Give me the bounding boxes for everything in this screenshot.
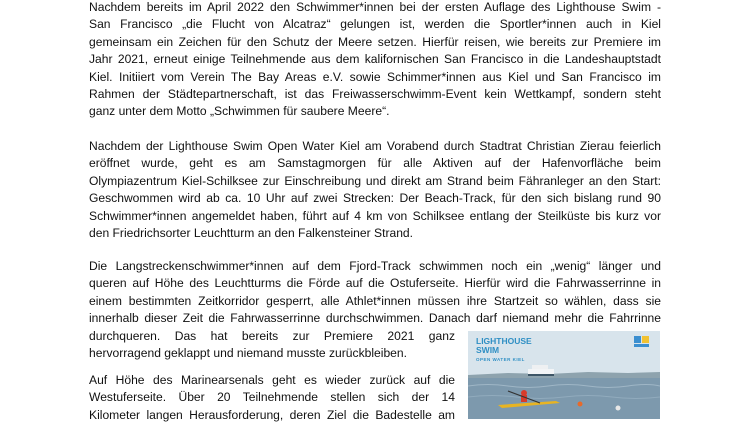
paragraph-intro <box>89 0 661 121</box>
text-line: Auf Höhe des Marinearsenals geht es wieder zurück auf die <box>89 373 455 387</box>
text-line: ganz unter dem Motto „Schwimmen für saubere Meere“. <box>89 104 390 119</box>
text-line: Jahr 2021, erneut einige Teilnehmende aus dem kalifornischen San Francisco in die Landeshauptstadt <box>89 52 661 67</box>
text-line: innerhalb dieser Zeit die Fahrwasserrinne durchschwimmen. Danach darf niemand mehr die Fahrrinne <box>89 311 661 326</box>
text-line: Schwimmer*innen angemeldet haben, führt auf 4 km von Schilksee entlang der Steilküste bis kurz vor <box>89 208 661 223</box>
text-line: einem bestimmten Zeitkorridor gesperrt, alle Athlet*innen müssen ihre Startzeit so wählen, dass sie <box>89 293 661 308</box>
text-line: Geschwommen wird ab ca. 10 Uhr auf zwei Strecken: Der Beach-Track, für den sich bislang rund 90 <box>89 191 661 206</box>
text-line: Die Langstreckenschwimmer*innen auf dem Fjord-Track schwimmen noch ein „wenig“ länger und <box>89 259 661 273</box>
swimmer-shape <box>578 402 583 407</box>
paragraph-fjord-track <box>89 258 661 328</box>
text-line: gemeinsam ein Zeichen für den Schutz der Meere setzen. Hierfür reisen, wie bereits zur Premiere im <box>89 34 661 49</box>
lighthouse-swim-logo <box>476 337 532 364</box>
text-line: Kilometer langen Herausforderung, deren Ziel die Badestelle am <box>89 407 455 422</box>
text-line: Westuferseite. Über 20 Teilnehmende stellen sich der 14 <box>89 390 455 405</box>
text-line: Nachdem bereits im April 2022 den Schwimmer*innen bei der ersten Auflage des Lighthouse Swim - <box>89 0 661 14</box>
text-line: den Friedrichsorter Leuchtturm an den Falkensteiner Strand. <box>89 226 414 241</box>
text-line: queren auf Höhe des Leuchtturms die Förde auf die Ostuferseite. Hierfür wird die Fahrwasserrinne in <box>89 276 661 291</box>
event-photo <box>468 331 660 419</box>
text-line: Kiel. Initiiert vom Verein The Bay Areas e.V. sowie Schimmer*innen aus Kiel und San Francisco im <box>89 69 661 84</box>
text-line: durchqueren. Das hat bereits zur Premiere 2021 ganz <box>89 329 455 343</box>
text-line: Nachdem der Lighthouse Swim Open Water Kiel am Vorabend durch Stadtrat Christian Zierau feierlich <box>89 139 661 153</box>
logo-line: OPEN WATER KIEL <box>476 357 525 362</box>
swimmer-shape <box>616 406 621 411</box>
text-line: Rahmen der Städtepartnerschaft, ist das Freiwasserschwimm-Event kein Wettkampf, sondern steht <box>89 87 661 102</box>
text-line: Olympiazentrum Kiel-Schilksee zur Einschreibung und direkt am Strand beim Fähranleger an den Start: <box>89 173 661 188</box>
paragraph-opening <box>89 138 661 242</box>
text-line: San Francisco „die Flucht von Alcatraz“ gelungen ist, werden die Sportler*innen auch in Kiel <box>89 17 661 32</box>
text-line: eröffnet wurde, geht es am Samstagmorgen für alle Aktiven auf der Hafenvorfläche beim <box>89 156 661 171</box>
paragraph-return <box>89 372 455 424</box>
paragraph-crossing <box>89 328 455 363</box>
logo-line: SWIM <box>476 345 500 355</box>
logo-line: LIGHTHOUSE <box>476 336 532 346</box>
text-line: hervorragend geklappt und niemand musste zurückbleiben. <box>89 346 407 361</box>
